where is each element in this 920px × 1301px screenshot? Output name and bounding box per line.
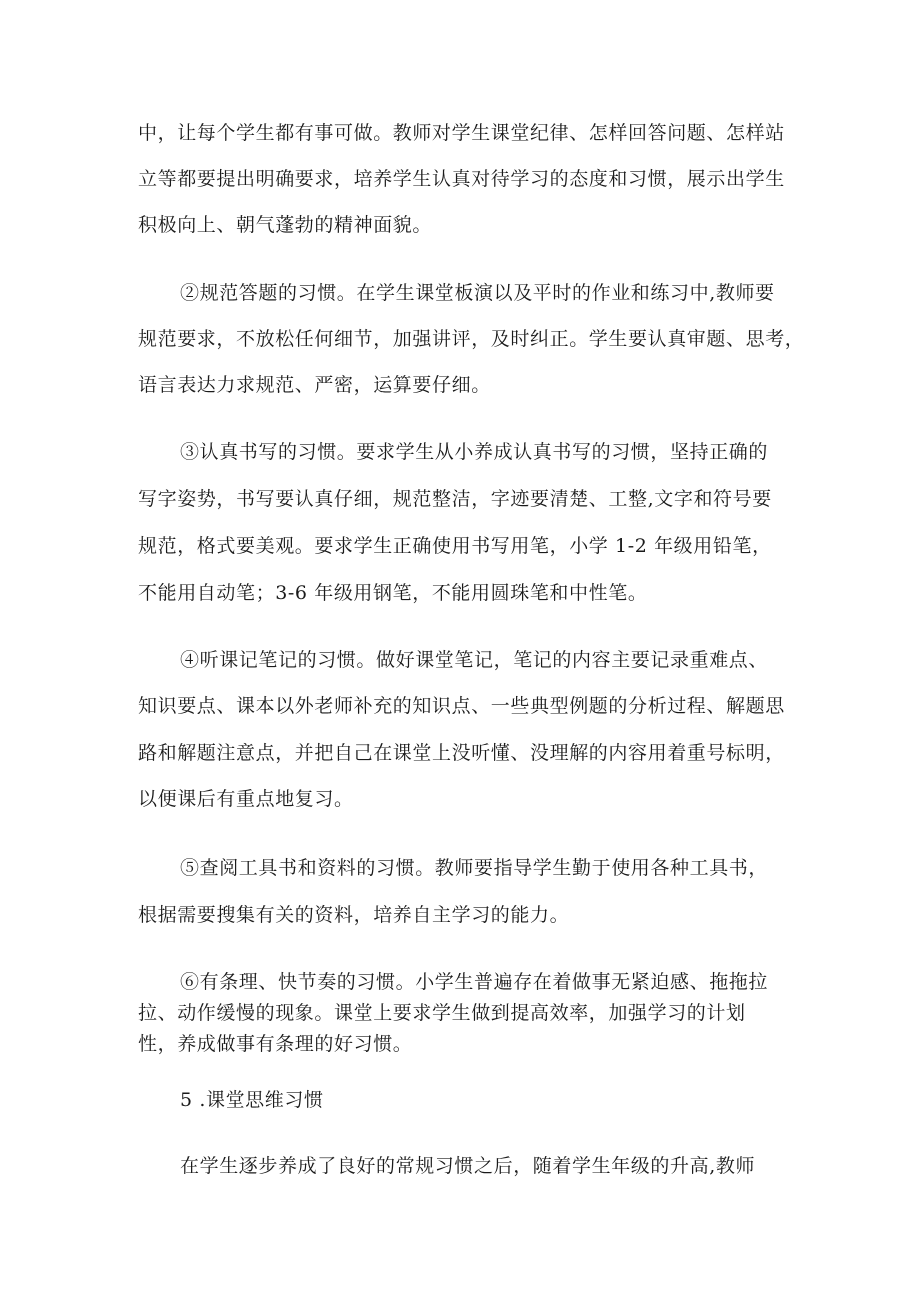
- section-heading: 5 .课堂思维习惯: [180, 1089, 324, 1111]
- text-line: 在学生逐步养成了良好的常规习惯之后，随着学生年级的升高,教师: [180, 1155, 756, 1177]
- text-line: 规范，格式要美观。要求学生正确使用书写用笔，小学 1-2 年级用铅笔，: [138, 535, 772, 557]
- text-line: ⑤查阅工具书和资料的习惯。教师要指导学生勤于使用各种工具书，: [180, 857, 769, 879]
- text-line: 语言表达力求规范、严密，运算要仔细。: [138, 374, 491, 396]
- text-line: ⑥有条理、快节奏的习惯。小学生普遍存在着做事无紧迫感、拖拖拉: [180, 971, 769, 993]
- text-line: 中，让每个学生都有事可做。教师对学生课堂纪律、怎样回答问题、怎样站: [138, 122, 785, 144]
- text-line: ②规范答题的习惯。在学生课堂板演以及平时的作业和练习中,教师要: [180, 282, 775, 304]
- text-line: 立等都要提出明确要求，培养学生认真对待学习的态度和习惯，展示出学生: [138, 168, 785, 190]
- text-line: 路和解题注意点，并把自己在课堂上没听懂、没理解的内容用着重号标明，: [138, 742, 785, 764]
- text-line: 不能用自动笔；3-6 年级用钢笔，不能用圆珠笔和中性笔。: [138, 582, 648, 604]
- text-line: 性，养成做事有条理的好习惯。: [138, 1033, 413, 1055]
- text-line: 积极向上、朝气蓬勃的精神面貌。: [138, 214, 433, 236]
- text-line: ③认真书写的习惯。要求学生从小养成认真书写的习惯，坚持正确的: [180, 441, 769, 463]
- text-line: 拉、动作缓慢的现象。课堂上要求学生做到提高效率，加强学习的计划: [138, 1002, 746, 1024]
- text-line: 知识要点、课本以外老师补充的知识点、一些典型例题的分析过程、解题思: [138, 695, 785, 717]
- text-line: 写字姿势，书写要认真仔细，规范整洁，字迹要清楚、工整,文字和符号要: [138, 488, 772, 510]
- text-line: 规范要求，不放松任何细节，加强讲评，及时纠正。学生要认真审题、思考，: [138, 328, 805, 350]
- text-line: 根据需要搜集有关的资料，培养自主学习的能力。: [138, 904, 570, 926]
- text-line: ④听课记笔记的习惯。做好课堂笔记，笔记的内容主要记录重难点、: [180, 649, 769, 671]
- text-line: 以便课后有重点地复习。: [138, 788, 354, 810]
